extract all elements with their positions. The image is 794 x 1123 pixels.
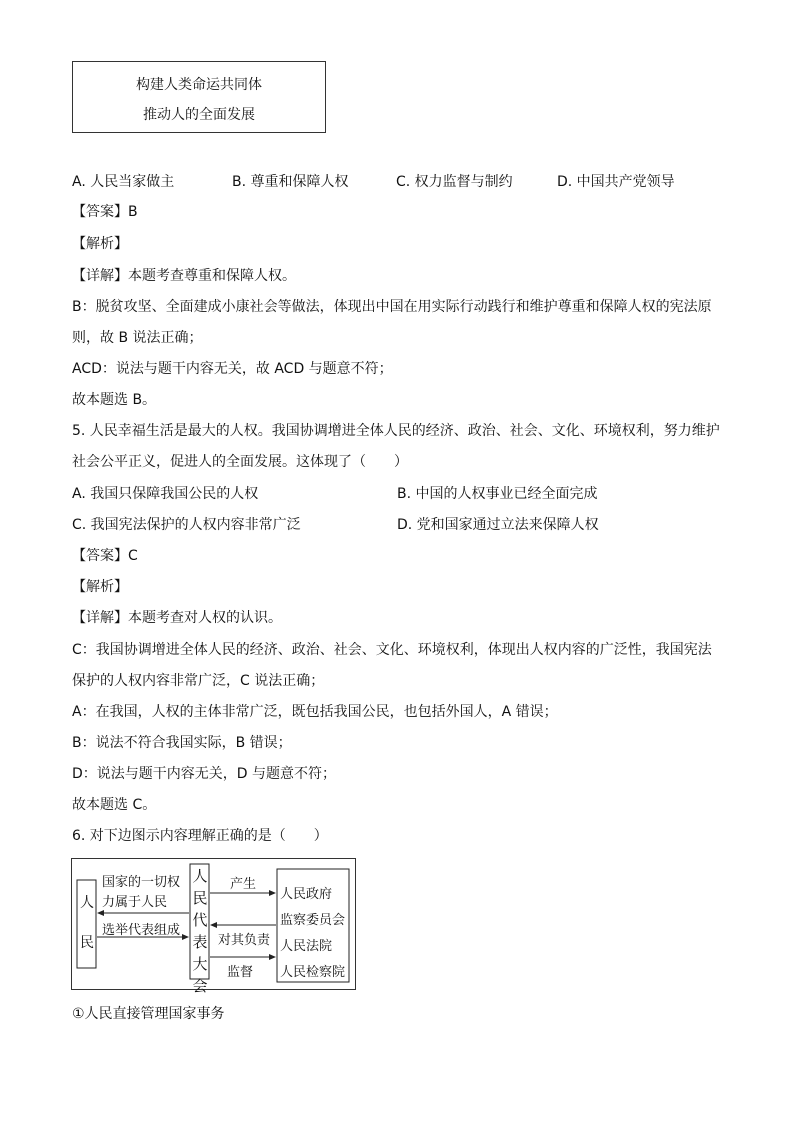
concept-box <box>72 61 326 133</box>
q5-explanation-d: D：说法与题干内容无关，D 与题意不符； <box>72 766 337 782</box>
power-arrow-head <box>97 910 104 916</box>
q5-analysis-heading: 【解析】 <box>72 579 128 595</box>
q4-analysis-heading: 【解析】 <box>72 236 128 252</box>
q4-explanation-acd: ACD：说法与题干内容无关，故 ACD 与题意不符； <box>72 361 393 377</box>
q5-option-a: A. 我国只保障我国公民的人权 <box>72 486 259 502</box>
power-label-line2: 力属于人民 <box>102 895 168 910</box>
q4-conclusion: 故本题选 B。 <box>72 392 157 408</box>
q4-explanation-b-line1: B：脱贫攻坚、全面建成小康社会等做法，体现出中国在用实际行动践行和维护尊重和保障人权的宪法原 <box>72 299 712 315</box>
elect-arrow-head <box>182 934 189 940</box>
q4-option-a: A. 人民当家做主 <box>72 174 175 190</box>
q4-explanation-b-line2: 则，故 B 说法正确； <box>72 330 203 346</box>
q5-explanation-c-line2: 保护的人权内容非常广泛，C 说法正确； <box>72 673 325 689</box>
npc-label: 人民代表大会 <box>192 867 208 995</box>
produce-label: 产生 <box>230 877 257 892</box>
q4-detail: 【详解】本题考查尊重和保障人权。 <box>72 268 296 284</box>
elect-label: 选举代表组成 <box>102 923 181 938</box>
box-line-1: 构建人类命运共同体 <box>136 77 262 93</box>
organ-court: 人民法院 <box>280 939 333 954</box>
state-power-diagram <box>71 858 356 995</box>
q4-option-c: C. 权力监督与制约 <box>396 174 513 190</box>
produce-arrow-head <box>269 890 276 896</box>
supervise-label: 监督 <box>227 965 254 980</box>
q4-option-d: D. 中国共产党领导 <box>557 174 675 190</box>
q5-answer: 【答案】C <box>72 548 138 564</box>
organ-procuratorate: 人民检察院 <box>280 965 346 980</box>
q5-stem-line1: 5. 人民幸福生活是最大的人权。我国协调增进全体人民的经济、政治、社会、文化、环境权利，努力维护 <box>72 423 720 439</box>
q5-explanation-b: B：说法不符合我国实际，B 错误； <box>72 735 292 751</box>
q4-option-b: B. 尊重和保障人权 <box>232 174 349 190</box>
q5-explanation-c-line1: C：我国协调增进全体人民的经济、政治、社会、文化、环境权利，体现出人权内容的广泛性，我国宪法 <box>72 642 712 658</box>
q5-option-c: C. 我国宪法保护的人权内容非常广泛 <box>72 517 301 533</box>
q6-stem: 6. 对下边图示内容理解正确的是（ ） <box>72 828 328 844</box>
responsible-arrow-head <box>210 922 217 928</box>
q5-stem-line2: 社会公平正义，促进人的全面发展。这体现了（ ） <box>72 454 408 470</box>
q5-detail: 【详解】本题考查对人权的认识。 <box>72 610 282 626</box>
q5-explanation-a: A：在我国，人权的主体非常广泛，既包括我国公民，也包括外国人，A 错误； <box>72 704 558 720</box>
power-label-line1: 国家的一切权 <box>102 875 181 890</box>
organ-government: 人民政府 <box>280 887 333 902</box>
organ-supervisory-commission: 监察委员会 <box>280 913 346 928</box>
responsible-label: 对其负责 <box>218 933 271 948</box>
q4-answer: 【答案】B <box>72 204 138 220</box>
q5-option-b: B. 中国的人权事业已经全面完成 <box>397 486 598 502</box>
people-label: 人民 <box>80 895 94 951</box>
supervise-arrow-head <box>269 954 276 960</box>
q5-conclusion: 故本题选 C。 <box>72 797 157 813</box>
q5-option-d: D. 党和国家通过立法来保障人权 <box>397 517 599 533</box>
box-line-2: 推动人的全面发展 <box>143 107 255 123</box>
q6-item-1: ①人民直接管理国家事务 <box>72 1006 225 1022</box>
